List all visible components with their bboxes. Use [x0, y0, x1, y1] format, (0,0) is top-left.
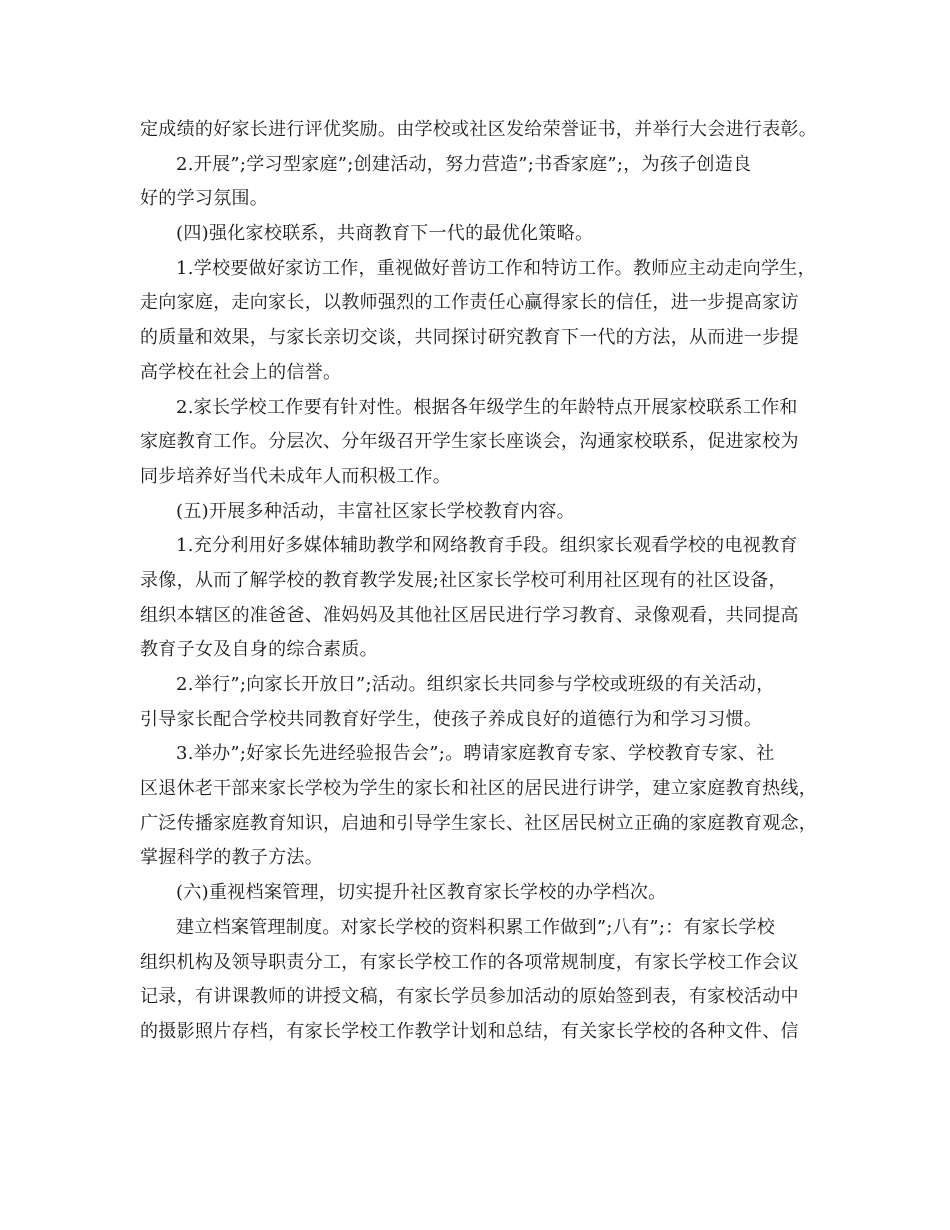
text-line: 教育子女及自身的综合素质。	[140, 639, 378, 661]
text-line: 家庭教育工作。分层次、分年级召开学生家长座谈会，沟通家校联系，促进家校为	[140, 431, 799, 453]
text-line: 2.家长学校工作要有针对性。根据各年级学生的年龄特点开展家校联系工作和	[176, 396, 798, 418]
text-line: 1.充分利用好多媒体辅助教学和网络教育手段。组织家长观看学校的电视教育	[176, 535, 798, 557]
text-line: 组织机构及领导职责分工，有家长学校工作的各项常规制度，有家长学校工作会议	[140, 951, 799, 973]
text-line: 定成绩的好家长进行评优奖励。由学校或社区发给荣誉证书，并举行大会进行表彰。	[140, 119, 818, 140]
text-line: (四)强化家校联系，共商教育下一代的最优化策略。	[176, 223, 594, 245]
text-line: 建立档案管理制度。对家长学校的资料积累工作做到”;八有”;：有家长学校	[176, 916, 776, 938]
text-line: 2.开展”;学习型家庭”;创建活动，努力营造”;书香家庭”;，为孩子创造良	[176, 153, 752, 175]
text-line: 的质量和效果，与家长亲切交谈，共同探讨研究教育下一代的方法，从而进一步提	[140, 327, 799, 349]
text-line: 记录，有讲课教师的讲授文稿，有家长学员参加活动的原始签到表，有家校活动中	[140, 986, 799, 1008]
text-line: 掌握科学的教子方法。	[140, 847, 323, 869]
text-line: (六)重视档案管理，切实提升社区教育家长学校的办学档次。	[176, 882, 667, 904]
document-body	[140, 113, 818, 1050]
text-line: 3.举办”;好家长先进经验报告会”;。聘请家庭教育专家、学校教育专家、社	[176, 743, 775, 765]
text-line: (五)开展多种活动，丰富社区家长学校教育内容。	[176, 500, 575, 522]
text-line: 同步培养好当代未成年人而积极工作。	[140, 465, 452, 487]
text-line: 好的学习氛围。	[140, 188, 269, 210]
text-line: 广泛传播家庭教育知识，启迪和引导学生家长、社区居民树立正确的家庭教育观念，	[140, 812, 818, 834]
text-line: 高学校在社会上的信誉。	[140, 361, 342, 383]
text-line: 1.学校要做好家访工作，重视做好普访工作和特访工作。教师应主动走向学生，	[176, 257, 816, 279]
text-line: 录像，从而了解学校的教育教学发展;社区家长学校可利用社区现有的社区设备，	[140, 569, 787, 591]
text-line: 2.举行”;向家长开放日”;活动。组织家长共同参与学校或班级的有关活动，	[176, 674, 775, 695]
text-line: 走向家庭，走向家长，以教师强烈的工作责任心赢得家长的信任，进一步提高家访	[140, 292, 799, 314]
text-line: 区退休老干部来家长学校为学生的家长和社区的居民进行讲学，建立家庭教育热线，	[140, 778, 818, 800]
text-line: 组织本辖区的准爸爸、准妈妈及其他社区居民进行学习教育、录像观看，共同提高	[140, 604, 799, 626]
text-line: 引导家长配合学校共同教育好学生，使孩子养成良好的道德行为和学习习惯。	[140, 708, 763, 730]
text-line: 的摄影照片存档，有家长学校工作教学计划和总结，有关家长学校的各种文件、信	[140, 1020, 799, 1042]
